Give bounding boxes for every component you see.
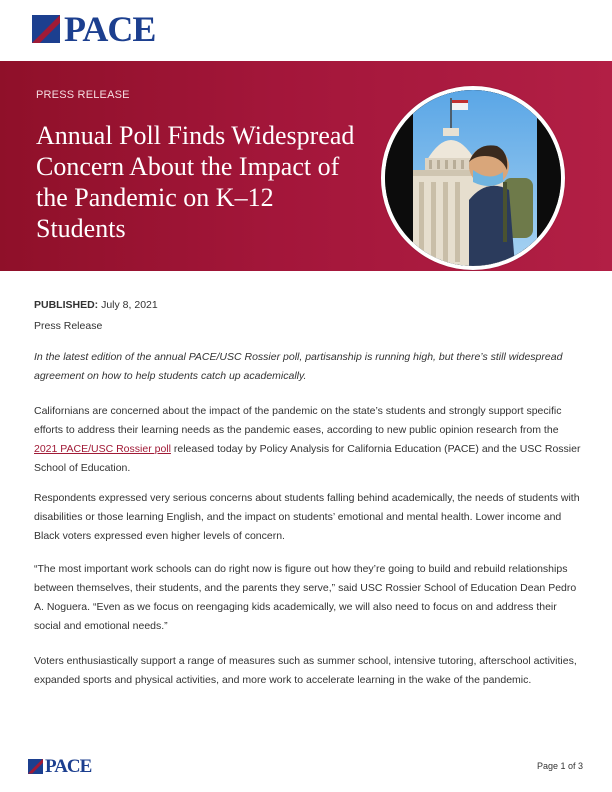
body-paragraph-2: Respondents expressed very serious concerns about students falling behind academically, the needs of students with disabilities or those learning English, and the impact on students’ emotional and mental health. Lower income and Black voters expressed even higher levels of concern. <box>34 492 580 542</box>
pace-logo-mark-icon <box>32 15 60 43</box>
published-label: PUBLISHED: <box>34 299 99 311</box>
published-date: July 8, 2021 <box>101 299 158 311</box>
body-paragraph-1 <box>34 402 582 478</box>
body-paragraph-4: Voters enthusiastically support a range of measures such as summer school, intensive tutoring, afterschool activities, expanded sports and physical activities, and more work to accelerate learning in the wake of the pandemic. <box>34 655 577 686</box>
page-number: Page 1 of 3 <box>537 761 584 771</box>
child-with-mask-capitol-photo-icon <box>385 90 561 266</box>
paragraph-text: Californians are concerned about the impact of the pandemic on the state’s students and strongly support specific efforts to address their learning needs as the pandemic eases, according to new public opinion research from the <box>34 405 562 436</box>
pace-logo-mark-icon <box>28 759 43 774</box>
body-paragraph-3: “The most important work schools can do right now is figure out how they’re going to build and rebuild relationships between themselves, their students, and the parents they serve,” said USC Rossier School of Education Dean Pedro A. Noguera. “Even as we focus on reengaging kids academically, we will also need to focus on and address their social and emotional needs.” <box>34 563 577 632</box>
category-label: Press Release <box>34 320 103 332</box>
pace-logo[interactable] <box>32 9 156 49</box>
paragraph-text: released today by Policy Analysis for California Education (PACE) and the USC Rossier School of Education. <box>34 443 581 474</box>
page-title: Annual Poll Finds Widespread Concern About the Impact of the Pandemic on K–12 Students <box>36 121 355 243</box>
pace-logo-text: PACE <box>45 755 92 777</box>
lead-paragraph: In the latest edition of the annual PACE/USC Rossier poll, partisanship is running high, but there’s still widespread agreement on how to help students catch up academically. <box>34 351 563 382</box>
poll-link[interactable]: 2021 PACE/USC Rossier poll <box>34 443 171 455</box>
banner-label: PRESS RELEASE <box>36 89 130 101</box>
hero-photo <box>381 86 565 270</box>
published-line <box>34 299 158 311</box>
footer-pace-logo[interactable] <box>28 757 91 775</box>
pace-logo-text: PACE <box>64 9 156 49</box>
